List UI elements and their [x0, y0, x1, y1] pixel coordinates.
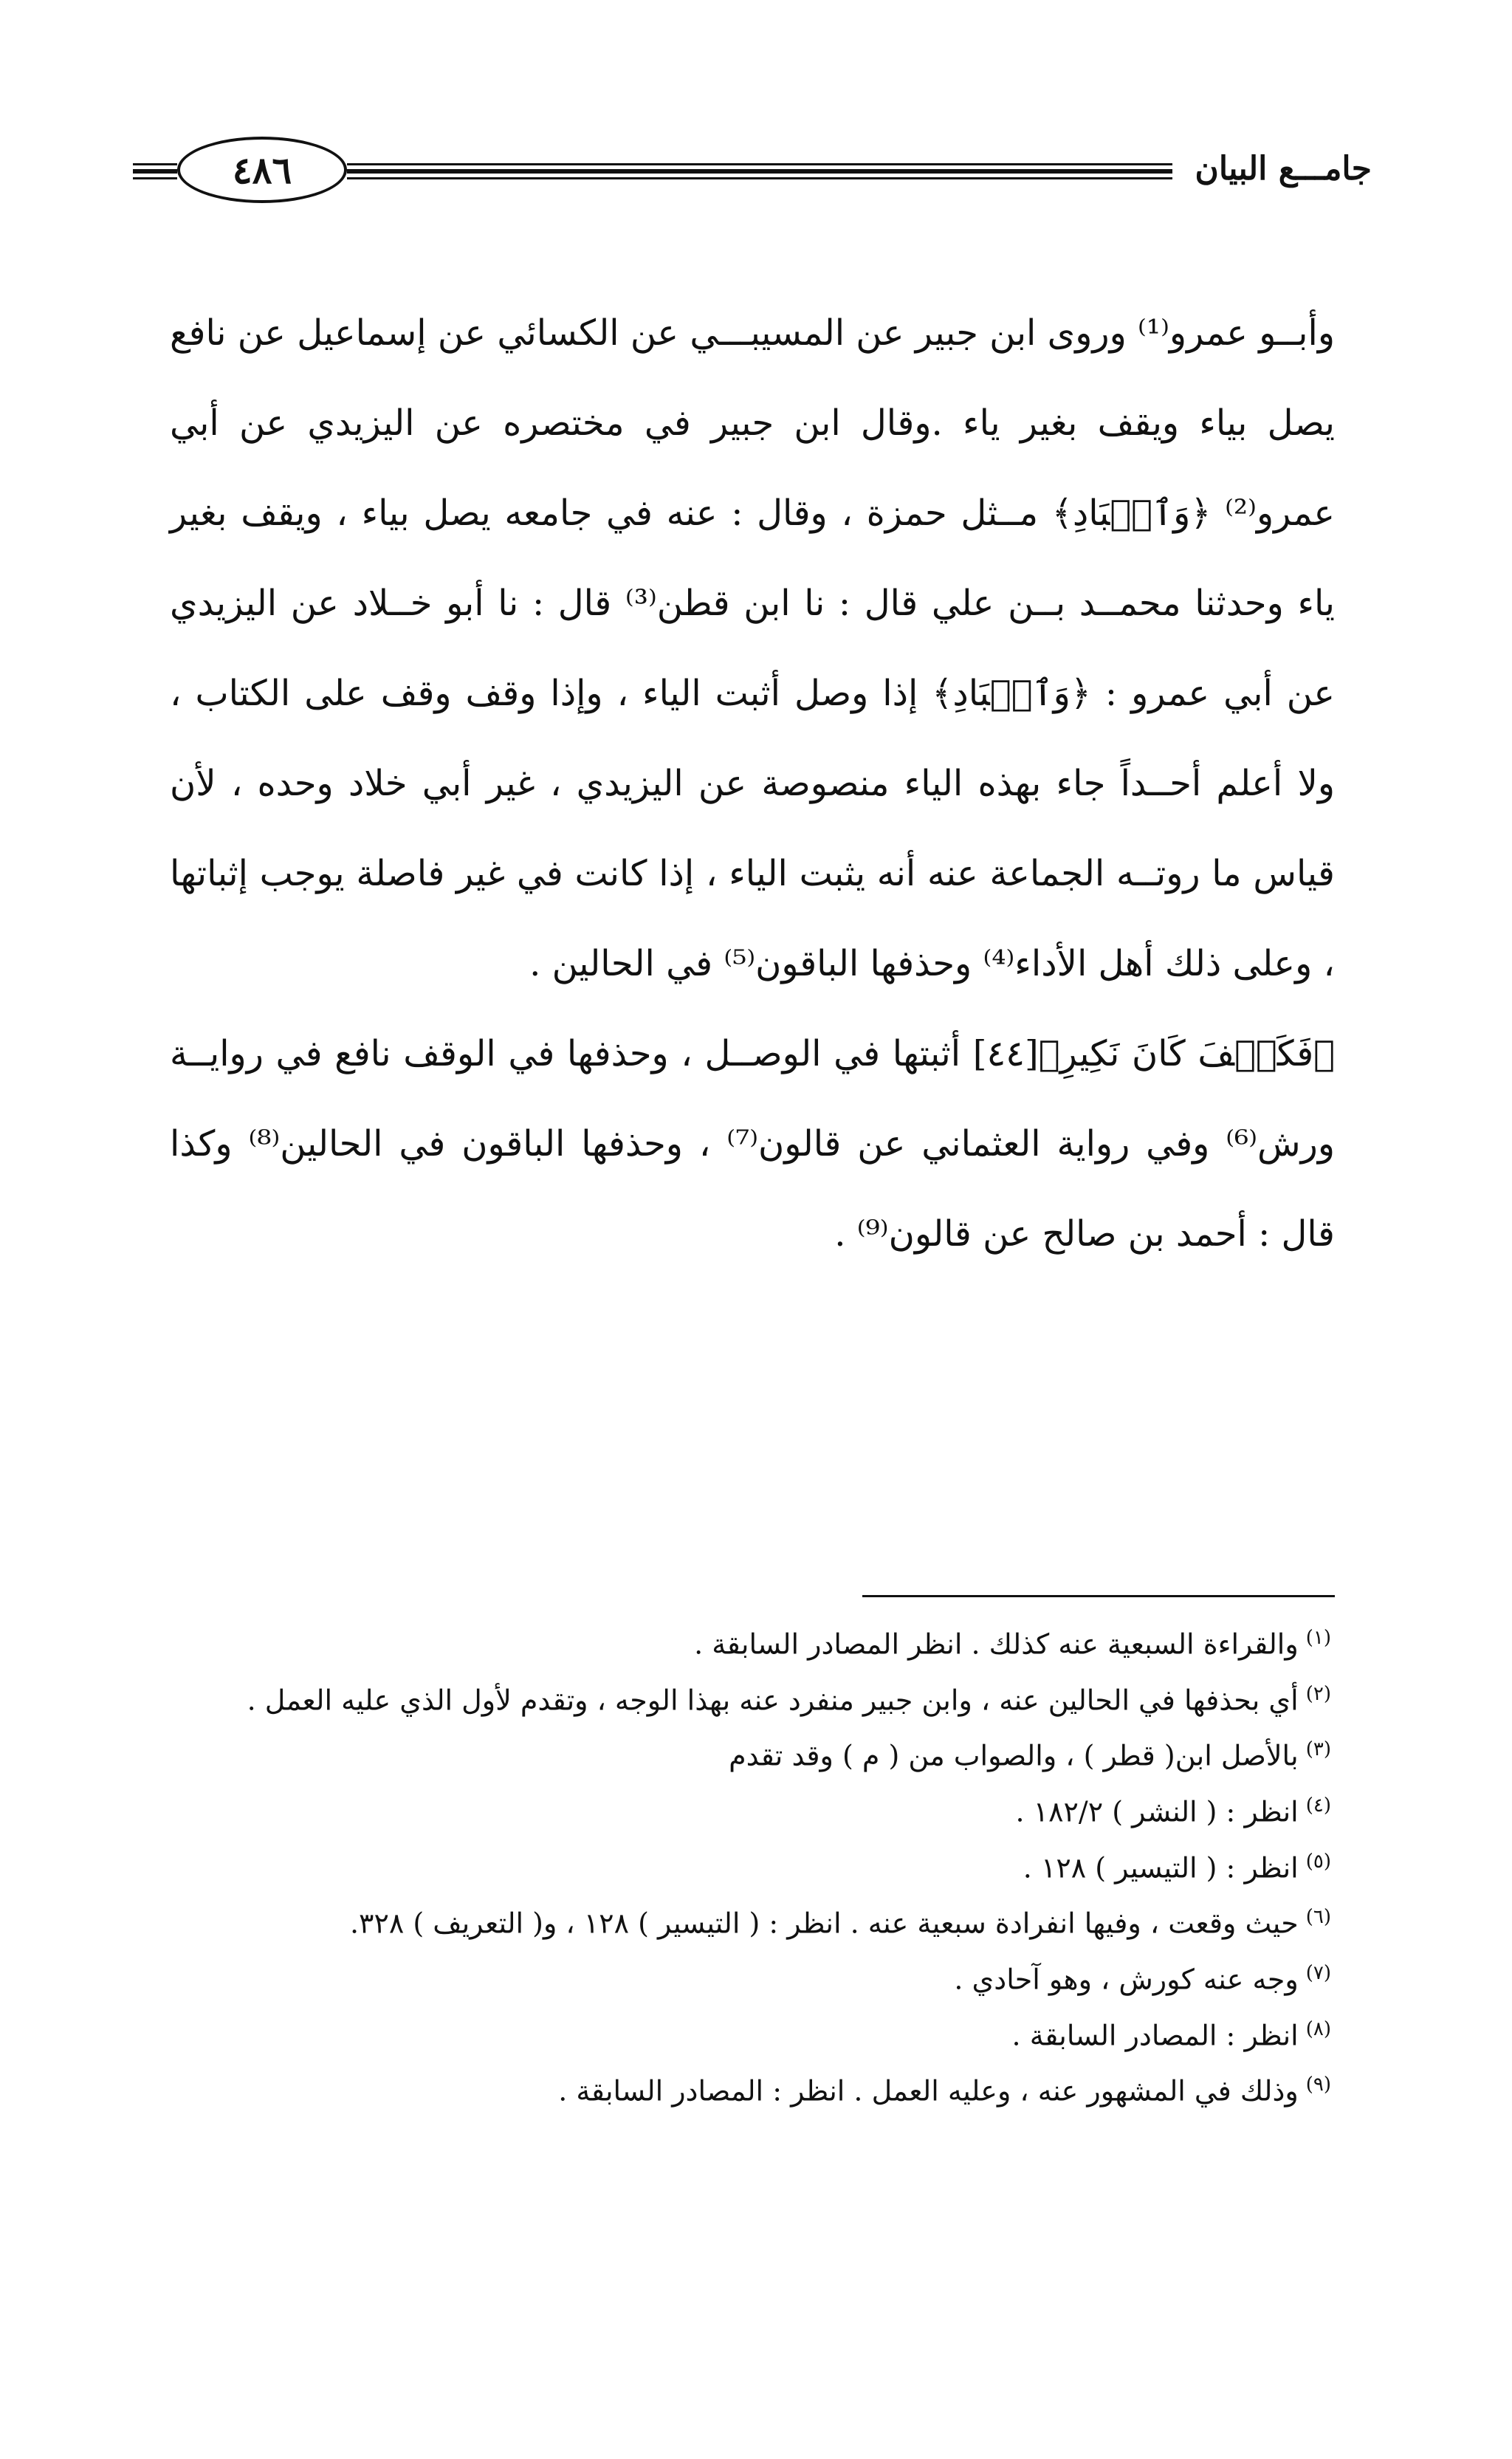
footnote-mark: (٥): [1305, 1850, 1331, 1873]
footnote-text: أي بحذفها في الحالين عنه ، وابن جبير منفرد عنه بهذا الوجه ، وتقدم لأول الذي عليه العمل .: [247, 1684, 1299, 1717]
footnote: [170, 1670, 1331, 1726]
page-number: ٤٨٦: [177, 137, 347, 203]
page-header: [133, 137, 1372, 203]
footnote-text: والقراءة السبعية عنه كذلك . انظر المصادر السابقة .: [694, 1628, 1299, 1661]
footnote-mark: (١): [1305, 1627, 1331, 1649]
footnote-text: انظر : ( النشر ) ١٨٢/٢ .: [1015, 1795, 1299, 1828]
footnote: [170, 1949, 1331, 2005]
footnote-mark: (٩): [1305, 2074, 1331, 2096]
footnote: [170, 2005, 1331, 2061]
footnote: [170, 1725, 1331, 1781]
footnote-mark: (٨): [1305, 2017, 1331, 2040]
footnote: [170, 1613, 1331, 1670]
main-text: [170, 288, 1335, 1279]
footnote-mark: (٣): [1305, 1738, 1331, 1761]
footnote-mark: (٧): [1305, 1961, 1331, 1984]
footnote-mark: (٦): [1305, 1906, 1331, 1929]
footnote-mark: (٢): [1305, 1682, 1331, 1705]
footnote: [170, 1837, 1331, 1893]
footnote: [170, 1781, 1331, 1837]
footnote-text: حيث وقعت ، وفيها انفرادة سبعية عنه . انظر : ( التيسير ) ١٢٨ ، و( التعريف ) ٣٢٨.: [349, 1907, 1299, 1940]
footnotes: [170, 1613, 1331, 2116]
footnote-text: بالأصل ابن( قطر ) ، والصواب من ( م ) وقد تقدم: [729, 1739, 1299, 1772]
footnote: [170, 1893, 1331, 1949]
header-rule-end: [133, 163, 177, 179]
footnote-mark: (٤): [1305, 1794, 1331, 1817]
header-rule: [347, 163, 1172, 179]
footnote-text: انظر : المصادر السابقة .: [1011, 2019, 1299, 2052]
paragraph: ﴿فَكَيۡفَ كَانَ نَكِيرِ﴾[٤٤] أثبتها في الوصــل ، وحذفها في الوقف نافع في روايــة ورش⁽⁶⁾ وفي رواية العثماني عن قالون⁽⁷⁾ ، وحذفها الباقون في الحالين⁽⁸⁾ وكذا قال : أحمد بن صالح عن قالون⁽⁹⁾ .: [170, 1033, 1335, 1255]
running-title: جامـــع البيان: [1195, 150, 1372, 188]
footnote-text: وذلك في المشهور عنه ، وعليه العمل . انظر : المصادر السابقة .: [558, 2074, 1299, 2108]
paragraph: وأبــو عمرو⁽¹⁾ وروى ابن جبير عن المسيبـــي عن الكسائي عن إسماعيل عن نافع يصل بياء ويقف بغير ياء .وقال ابن جبير في مختصره عن اليزيدي عن أبي عمرو⁽²⁾ ﴿وَٱلۡبَادِ﴾ مــثل حمزة ، وقال : عنه في جامعه يصل بياء ، ويقف بغير ياء وحدثنا محمــد بــن علي قال : نا ابن قطن⁽³⁾ قال : نا أبو خــلاد عن اليزيدي عن أبي عمرو : ﴿وَٱلۡبَادِ﴾ إذا وصل أثبت الياء ، وإذا وقف وقف على الكتاب ، ولا أعلم أحــداً جاء بهذه الياء منصوصة عن اليزيدي ، غير أبي خلاد وحده ، لأن قياس ما روتــه الجماعة عنه أنه يثبت الياء ، إذا كانت في غير فاصلة يوجب إثباتها ، وعلى ذلك أهل الأداء⁽⁴⁾ وحذفها الباقون⁽⁵⁾ في الحالين .: [170, 312, 1336, 984]
footnote: [170, 2060, 1331, 2116]
footnote-text: انظر : ( التيسير ) ١٢٨ .: [1023, 1851, 1299, 1884]
footnote-separator: [862, 1595, 1335, 1597]
footnote-text: وجه عنه كورش ، وهو آحادي .: [954, 1963, 1299, 1996]
